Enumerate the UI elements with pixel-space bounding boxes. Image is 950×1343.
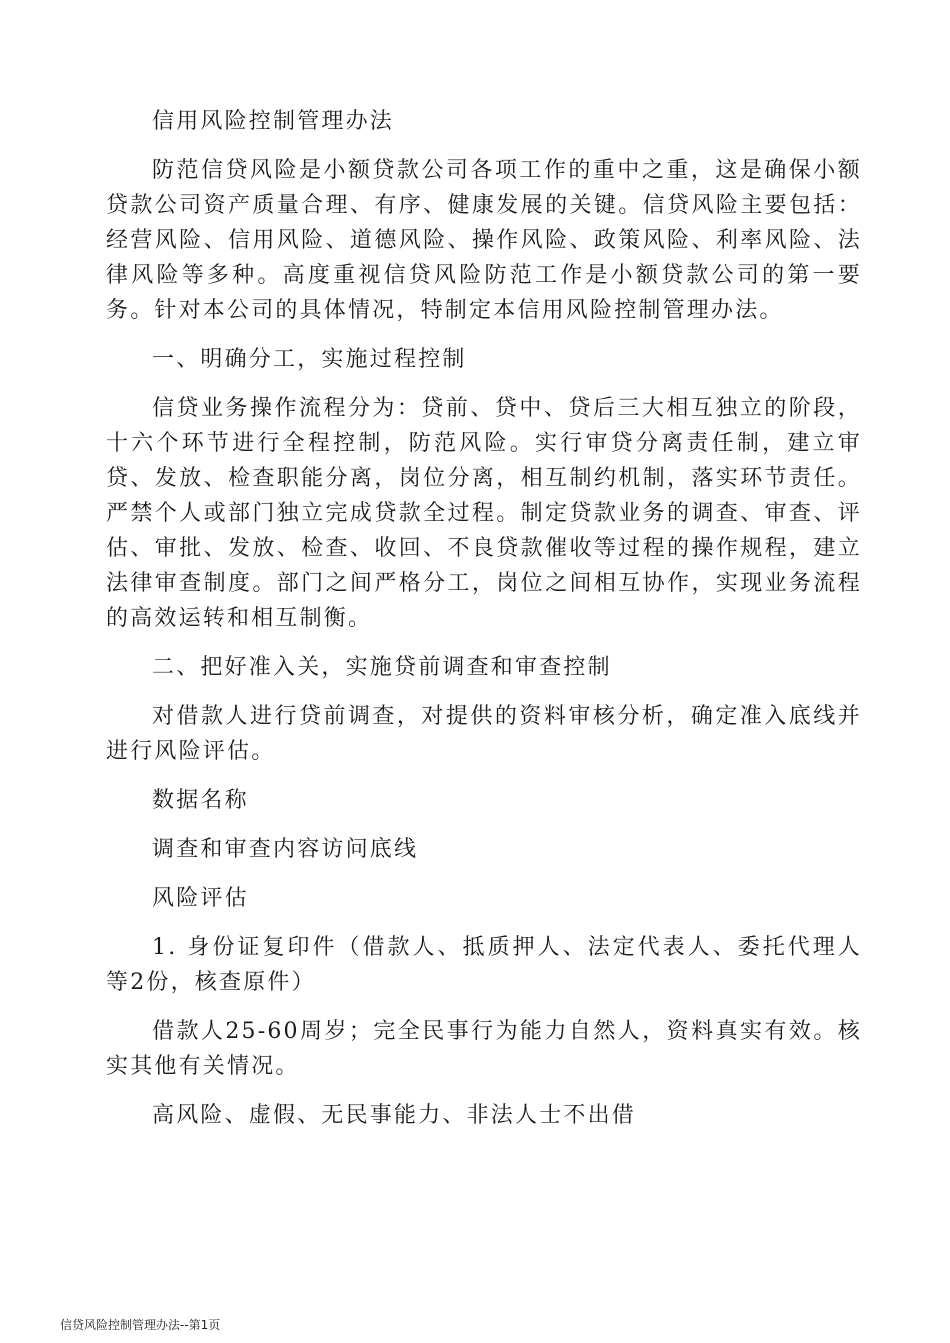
page-footer: 信贷风险控制管理办法--第1页 — [60, 1318, 221, 1332]
table-header-data-name: 数据名称 — [152, 788, 249, 813]
document-title: 信用风险控制管理办法 — [152, 109, 395, 134]
paragraph-section-2: 对借款人进行贷前调查，对提供的资料审核分析，确定准入底线并进行风险评估。 — [106, 704, 862, 764]
paragraph-intro: 防范信贷风险是小额贷款公司各项工作的重中之重，这是确保小额贷款公司资产质量合理、有序、健康发展的关键。信贷风险主要包括：经营风险、信用风险、道德风险、操作风险、政策风险、利率风险、法律风险等多种。高度重视信贷风险防范工作是小额贷款公司的第一要务。针对本公司的具体情况，特制定本信用风险控制管理办法。 — [106, 158, 862, 323]
table-header-risk-assessment: 风险评估 — [152, 886, 249, 911]
table-header-review-content: 调查和审查内容访问底线 — [152, 837, 419, 862]
paragraph-high-risk: 高风险、虚假、无民事能力、非法人士不出借 — [152, 1103, 637, 1128]
section-heading-1: 一、明确分工，实施过程控制 — [152, 347, 467, 372]
document-body — [106, 104, 862, 1147]
paragraph-borrower-age: 借款人25-60周岁；完全民事行为能力自然人，资料真实有效。核实其他有关情况。 — [106, 1019, 862, 1079]
paragraph-section-1: 信贷业务操作流程分为：贷前、贷中、贷后三大相互独立的阶段，十六个环节进行全程控制，防范风险。实行审贷分离责任制，建立审贷、发放、检查职能分离，岗位分离，相互制约机制，落实环节责任。严禁个人或部门独立完成贷款全过程。制定贷款业务的调查、审查、评估、审批、发放、检查、收回、不良贷款催收等过程的操作规程，建立法律审查制度。部门之间严格分工，岗位之间相互协作，实现业务流程的高效运转和相互制衡。 — [106, 396, 862, 631]
list-item-id-copy: 1. 身份证复印件（借款人、抵质押人、法定代表人、委托代理人等2份，核查原件） — [106, 935, 862, 995]
section-heading-2: 二、把好准入关，实施贷前调查和审查控制 — [152, 655, 612, 680]
